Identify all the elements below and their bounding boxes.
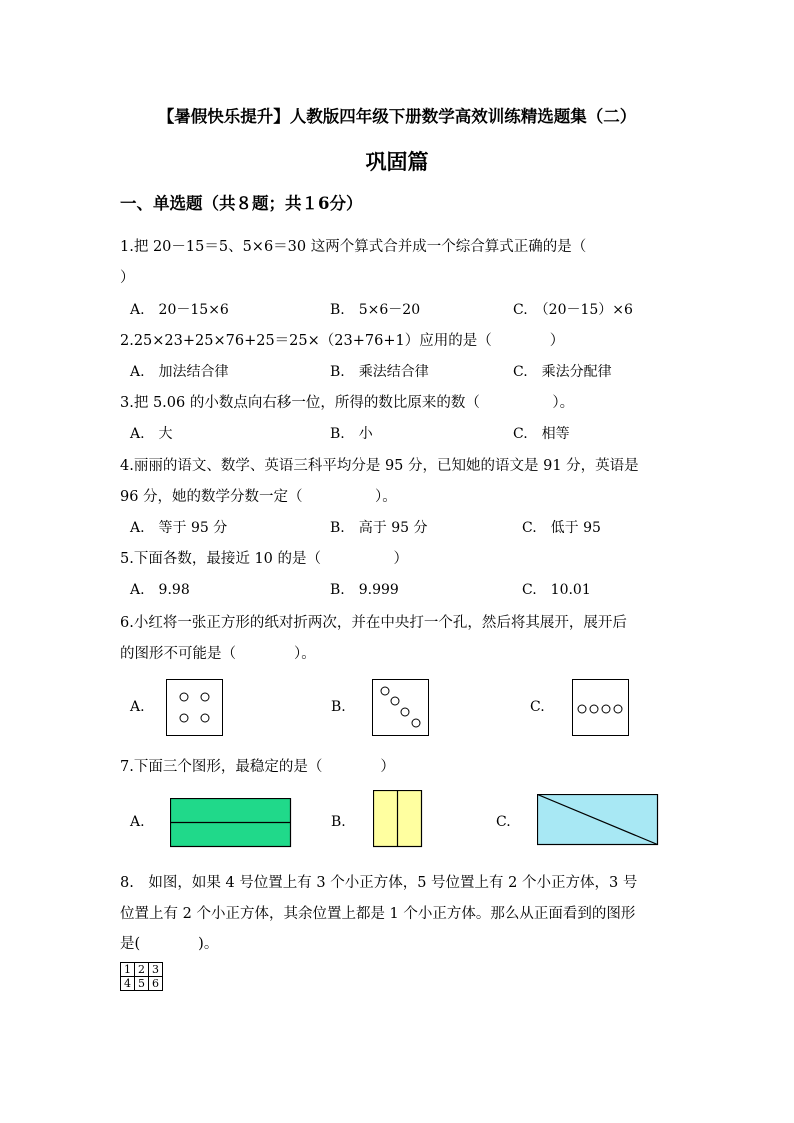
document-subtitle: 巩固篇	[365, 149, 429, 174]
question-1-option-a: A. 20－15×6	[130, 302, 229, 318]
question-7-option-c: C.	[496, 814, 511, 830]
question-8-text-cont-2: 是( )。	[120, 936, 219, 952]
question-4-text: 4.丽丽的语文、数学、英语三科平均分是 95 分，已知她的语文是 91 分，英语是	[120, 458, 639, 474]
question-6-option-a: A.	[130, 699, 145, 715]
question-7-option-a: A.	[130, 814, 145, 830]
grid-cell: 2	[135, 963, 149, 977]
question-7-option-b: B.	[331, 814, 346, 830]
question-3-text: 3.把 5.06 的小数点向右移一位，所得的数比原来的数（ ）。	[120, 395, 575, 411]
question-7-figure-a	[170, 798, 292, 848]
section-heading: 一、单选题（共８题；共１6分）	[120, 194, 363, 213]
question-4-option-c: C. 低于 95	[522, 520, 601, 536]
grid-cell: 1	[121, 963, 135, 977]
document-title: 【暑假快乐提升】人教版四年级下册数学高效训练精选题集（二）	[157, 107, 637, 126]
question-1-option-b: B. 5×6－20	[330, 302, 421, 318]
position-grid	[120, 962, 163, 991]
question-7-figure-c	[537, 794, 659, 846]
question-2-option-a: A. 加法结合律	[130, 364, 229, 380]
question-2-option-b: B. 乘法结合律	[330, 364, 429, 380]
question-6-figure-b	[372, 679, 429, 736]
grid-cell: 5	[135, 977, 149, 991]
question-6-figure-a	[166, 679, 223, 736]
question-3-option-a: A. 大	[130, 426, 173, 442]
question-7-text: 7.下面三个图形，最稳定的是（ ）	[120, 759, 395, 775]
question-4-option-b: B. 高于 95 分	[330, 520, 428, 536]
question-5-option-b: B. 9.999	[330, 582, 399, 598]
question-8-text: 8. 如图，如果 4 号位置上有 3 个小正方体，5 号位置上有 2 个小正方体，3 号	[120, 875, 638, 891]
question-6-option-b: B.	[331, 699, 346, 715]
question-5-option-a: A. 9.98	[130, 582, 190, 598]
grid-cell: 3	[149, 963, 163, 977]
grid-cell: 6	[149, 977, 163, 991]
question-5-option-c: C. 10.01	[522, 582, 591, 598]
question-6-text-cont: 的图形不可能是（ ）。	[120, 646, 316, 662]
question-6-figure-c	[572, 679, 629, 736]
question-3-option-c: C. 相等	[513, 426, 570, 442]
question-2-option-c: C. 乘法分配律	[513, 364, 612, 380]
question-5-text: 5.下面各数，最接近 10 的是（ ）	[120, 551, 409, 567]
question-1-option-c: C. （20－15）×6	[513, 302, 633, 318]
question-1-text: 1.把 20－15＝5、5×6＝30 这两个算式合并成一个综合算式正确的是（	[120, 239, 587, 255]
question-1-text-cont: ）	[120, 270, 135, 286]
question-6-option-c: C.	[530, 699, 545, 715]
question-4-text-cont: 96 分，她的数学分数一定（ ）。	[120, 489, 397, 505]
grid-cell: 4	[121, 977, 135, 991]
question-4-option-a: A. 等于 95 分	[130, 520, 228, 536]
question-2-text: 2.25×23+25×76+25＝25×（23+76+1）应用的是（ ）	[120, 333, 565, 349]
question-7-figure-b	[373, 790, 423, 848]
question-8-text-cont: 位置上有 2 个小正方体，其余位置上都是 1 个小正方体。那么从正面看到的图形	[120, 906, 636, 922]
question-3-option-b: B. 小	[330, 426, 373, 442]
question-6-text: 6.小红将一张正方形的纸对折两次，并在中央打一个孔，然后将其展开，展开后	[120, 615, 627, 631]
